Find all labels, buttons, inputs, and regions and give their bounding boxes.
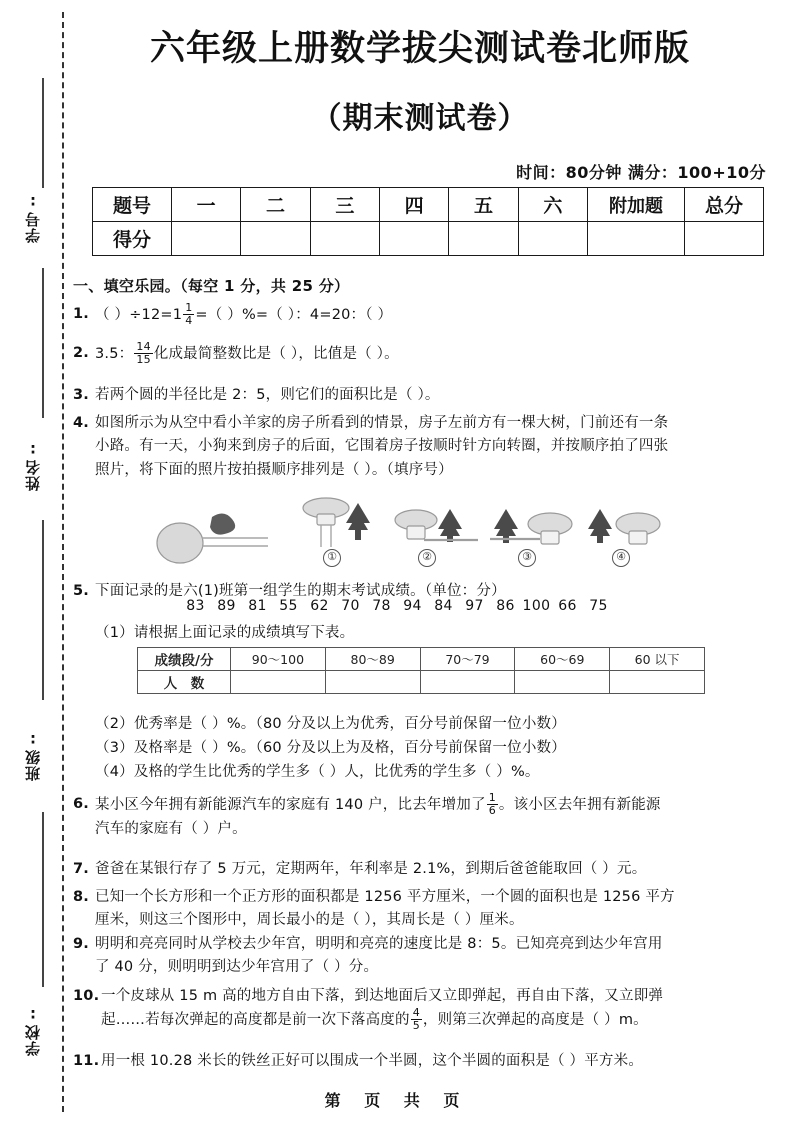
score-cell[interactable] <box>685 222 764 256</box>
page-footer: 第 页 共 页 <box>324 1091 469 1110</box>
score-band-table <box>137 647 705 694</box>
photo-3-figure <box>488 507 580 559</box>
question-number: 6. <box>73 796 89 812</box>
photo-4-number: ④ <box>612 549 630 567</box>
score-cell[interactable] <box>379 222 448 256</box>
question-number: 9. <box>73 936 89 952</box>
question-number: 8. <box>73 889 89 905</box>
question-6 <box>73 793 773 841</box>
q1-text-b: =（ ）%=（ ）：4=20：（ ） <box>195 307 393 324</box>
table-row <box>138 648 705 671</box>
question-2 <box>73 342 763 367</box>
table-row <box>138 671 705 694</box>
score-cell[interactable] <box>172 222 241 256</box>
q5-sub-3: （3）及格率是（ ）%。（60 分及以上为及格，百分号前保留一位小数） <box>95 740 566 756</box>
photo-3-number: ③ <box>518 549 536 567</box>
q11-text: 用一根 10.28 米长的铁丝正好可以围成一个半圆，这个半圆的面积是（ ）平方米。 <box>101 1053 644 1069</box>
question-number: 3. <box>73 387 89 403</box>
score-col-3: 三 <box>310 188 379 222</box>
band-below-60: 60 以下 <box>610 648 705 671</box>
score-value: 100 <box>522 598 551 614</box>
photo-4-figure <box>582 507 674 559</box>
score-col-bonus: 附加题 <box>588 188 685 222</box>
score-cell[interactable] <box>449 222 518 256</box>
score-table-row-label: 题号 <box>93 188 172 222</box>
question-7 <box>73 858 783 881</box>
fraction-denominator: 15 <box>136 352 151 366</box>
score-value: 86 <box>496 598 515 614</box>
fold-dashed-line <box>62 12 64 1112</box>
score-value: 62 <box>310 598 329 614</box>
band-80-89: 80～89 <box>325 648 420 671</box>
q5-text: 下面记录的是六(1)班第一组学生的期末考试成绩。（单位：分） <box>95 583 506 599</box>
band-count-cell[interactable] <box>231 671 326 694</box>
q10-line-1: 一个皮球从 15 m 高的地方自由下落，到达地面后又立即弹起，再自由下落，又立即弹 <box>101 988 664 1004</box>
score-col-2: 二 <box>241 188 310 222</box>
page-subtitle: （期末测试卷） <box>311 101 529 136</box>
side-rule-2 <box>42 268 44 418</box>
question-number: 5. <box>73 583 89 599</box>
table-row <box>93 222 764 256</box>
photo-1-figure <box>298 497 380 559</box>
question-1 <box>73 303 763 328</box>
q4-line-1: 如图所示为从空中看小羊家的房子所看到的情景，房子左前方有一棵大树，门前还有一条 <box>95 415 669 431</box>
question-4 <box>73 412 773 482</box>
q6-line-2: 汽车的家庭有（ ）户。 <box>95 820 247 837</box>
score-value: 78 <box>372 598 391 614</box>
score-table <box>92 187 764 256</box>
question-8 <box>73 886 783 933</box>
score-value: 94 <box>403 598 422 614</box>
score-cell[interactable] <box>518 222 587 256</box>
fraction-one-sixth <box>487 792 498 816</box>
q1-text-a: （ ）÷12=1 <box>95 307 183 324</box>
score-value: 66 <box>558 598 577 614</box>
band-table-row-label: 人 数 <box>138 671 231 694</box>
q2-text-a: 3.5： <box>95 346 134 363</box>
section-heading-1: 一、填空乐园。（每空 1 分，共 25 分） <box>73 277 350 295</box>
fraction-fourteen-fifteenths <box>134 341 152 365</box>
photo-2-figure <box>390 507 482 559</box>
score-value: 97 <box>465 598 484 614</box>
fraction-numerator: 4 <box>412 1006 420 1020</box>
side-rule-1 <box>42 78 44 188</box>
score-value: 84 <box>434 598 453 614</box>
fraction-denominator: 6 <box>488 803 496 817</box>
question-10 <box>73 985 783 1033</box>
score-col-6: 六 <box>518 188 587 222</box>
score-value: 70 <box>341 598 360 614</box>
q8-line-2: 厘米，则这三个图形中，周长最小的是（ ），其周长是（ ）厘米。 <box>95 912 524 929</box>
fraction-one-quarter <box>183 302 194 326</box>
sidebar-label-school: 学校: <box>24 1005 42 1056</box>
score-cell[interactable] <box>310 222 379 256</box>
photo-2-number: ② <box>418 549 436 567</box>
sidebar-label-name: 姓名: <box>24 440 42 491</box>
band-60-69: 60～69 <box>515 648 610 671</box>
q5-sub-1: （1）请根据上面记录的成绩填写下表。 <box>95 625 355 641</box>
band-70-79: 70～79 <box>420 648 515 671</box>
sidebar-label-student-id: 学号: <box>24 192 42 243</box>
q10-line-2a: 起……若每次弹起的高度都是前一次下落高度的 <box>101 1012 410 1029</box>
fraction-numerator: 1 <box>488 791 496 804</box>
page-title: 六年级上册数学拔尖测试卷北师版 <box>149 29 690 69</box>
q4-line-2: 小路。有一天，小狗来到房子的后面，它围着房子按顺时针方向转圈，并按顺序拍了四张 <box>95 438 669 455</box>
fraction-denominator: 4 <box>185 313 193 327</box>
question-9 <box>73 933 783 980</box>
table-row <box>93 188 764 222</box>
q7-text: 爸爸在某银行存了 5 万元，定期两年，年利率是 2.1%，到期后爸爸能取回（ ）元。 <box>95 861 647 877</box>
q2-text-b: 化成最简整数比是（ ），比值是（ ）。 <box>153 346 399 363</box>
score-col-5: 五 <box>449 188 518 222</box>
question-3 <box>73 384 763 407</box>
q8-line-1: 已知一个长方形和一个正方形的面积都是 1256 平方厘米，一个圆的面积也是 1256 平方 <box>95 889 675 905</box>
question-number: 7. <box>73 861 89 877</box>
score-value: 75 <box>589 598 608 614</box>
q4-line-3: 照片，将下面的照片按拍摄顺序排列是（ ）。（填序号） <box>95 461 453 478</box>
q5-sub-4: （4）及格的学生比优秀的学生多（ ）人，比优秀的学生多（ ）%。 <box>95 764 540 780</box>
q5-sub-2: （2）优秀率是（ ）%。（80 分及以上为优秀，百分号前保留一位小数） <box>95 716 566 732</box>
score-value: 81 <box>248 598 267 614</box>
score-col-total: 总分 <box>685 188 764 222</box>
q9-line-1: 明明和亮亮同时从学校去少年宫，明明和亮亮的速度比是 8：5。已知亮亮到达少年宫用 <box>95 936 663 952</box>
score-cell[interactable] <box>241 222 310 256</box>
score-value: 55 <box>279 598 298 614</box>
side-rule-4 <box>42 812 44 987</box>
score-table-row-label: 得分 <box>93 222 172 256</box>
q6-line-1a: 某小区今年拥有新能源汽车的家庭有 140 户，比去年增加了 <box>95 797 486 814</box>
band-count-cell[interactable] <box>515 671 610 694</box>
question-number: 1. <box>73 306 89 322</box>
q5-score-list <box>180 598 614 614</box>
fraction-numerator: 14 <box>136 340 151 353</box>
band-count-cell[interactable] <box>610 671 705 694</box>
q3-text: 若两个圆的半径比是 2：5，则它们的面积比是（ ）。 <box>95 387 440 403</box>
house-photo-illustration <box>150 497 670 575</box>
photo-1-number: ① <box>323 549 341 567</box>
band-count-cell[interactable] <box>325 671 420 694</box>
score-cell[interactable] <box>588 222 685 256</box>
fraction-denominator: 5 <box>412 1019 420 1033</box>
band-90-100: 90～100 <box>231 648 326 671</box>
q10-line-2b: ，则第三次弹起的高度是（ ）m。 <box>422 1012 648 1029</box>
question-11 <box>73 1050 783 1073</box>
sidebar-label-class: 班级: <box>24 730 42 781</box>
score-value: 89 <box>217 598 236 614</box>
score-value: 83 <box>186 598 205 614</box>
fraction-four-fifths <box>411 1007 422 1031</box>
question-number: 2. <box>73 345 89 361</box>
fraction-numerator: 1 <box>185 301 193 314</box>
side-rule-3 <box>42 520 44 700</box>
score-col-4: 四 <box>379 188 448 222</box>
aerial-view-figure <box>150 505 270 567</box>
band-count-cell[interactable] <box>420 671 515 694</box>
question-number: 10. <box>73 988 100 1004</box>
question-number: 11. <box>73 1053 100 1069</box>
question-number: 4. <box>73 415 89 431</box>
q6-line-1b: 。该小区去年拥有新能源 <box>498 797 661 814</box>
score-col-1: 一 <box>172 188 241 222</box>
band-table-row-label: 成绩段/分 <box>138 648 231 671</box>
q9-line-2: 了 40 分，则明明到达少年宫用了（ ）分。 <box>95 959 379 976</box>
exam-meta: 时间：80分钟 满分：100+10分 <box>516 163 766 182</box>
